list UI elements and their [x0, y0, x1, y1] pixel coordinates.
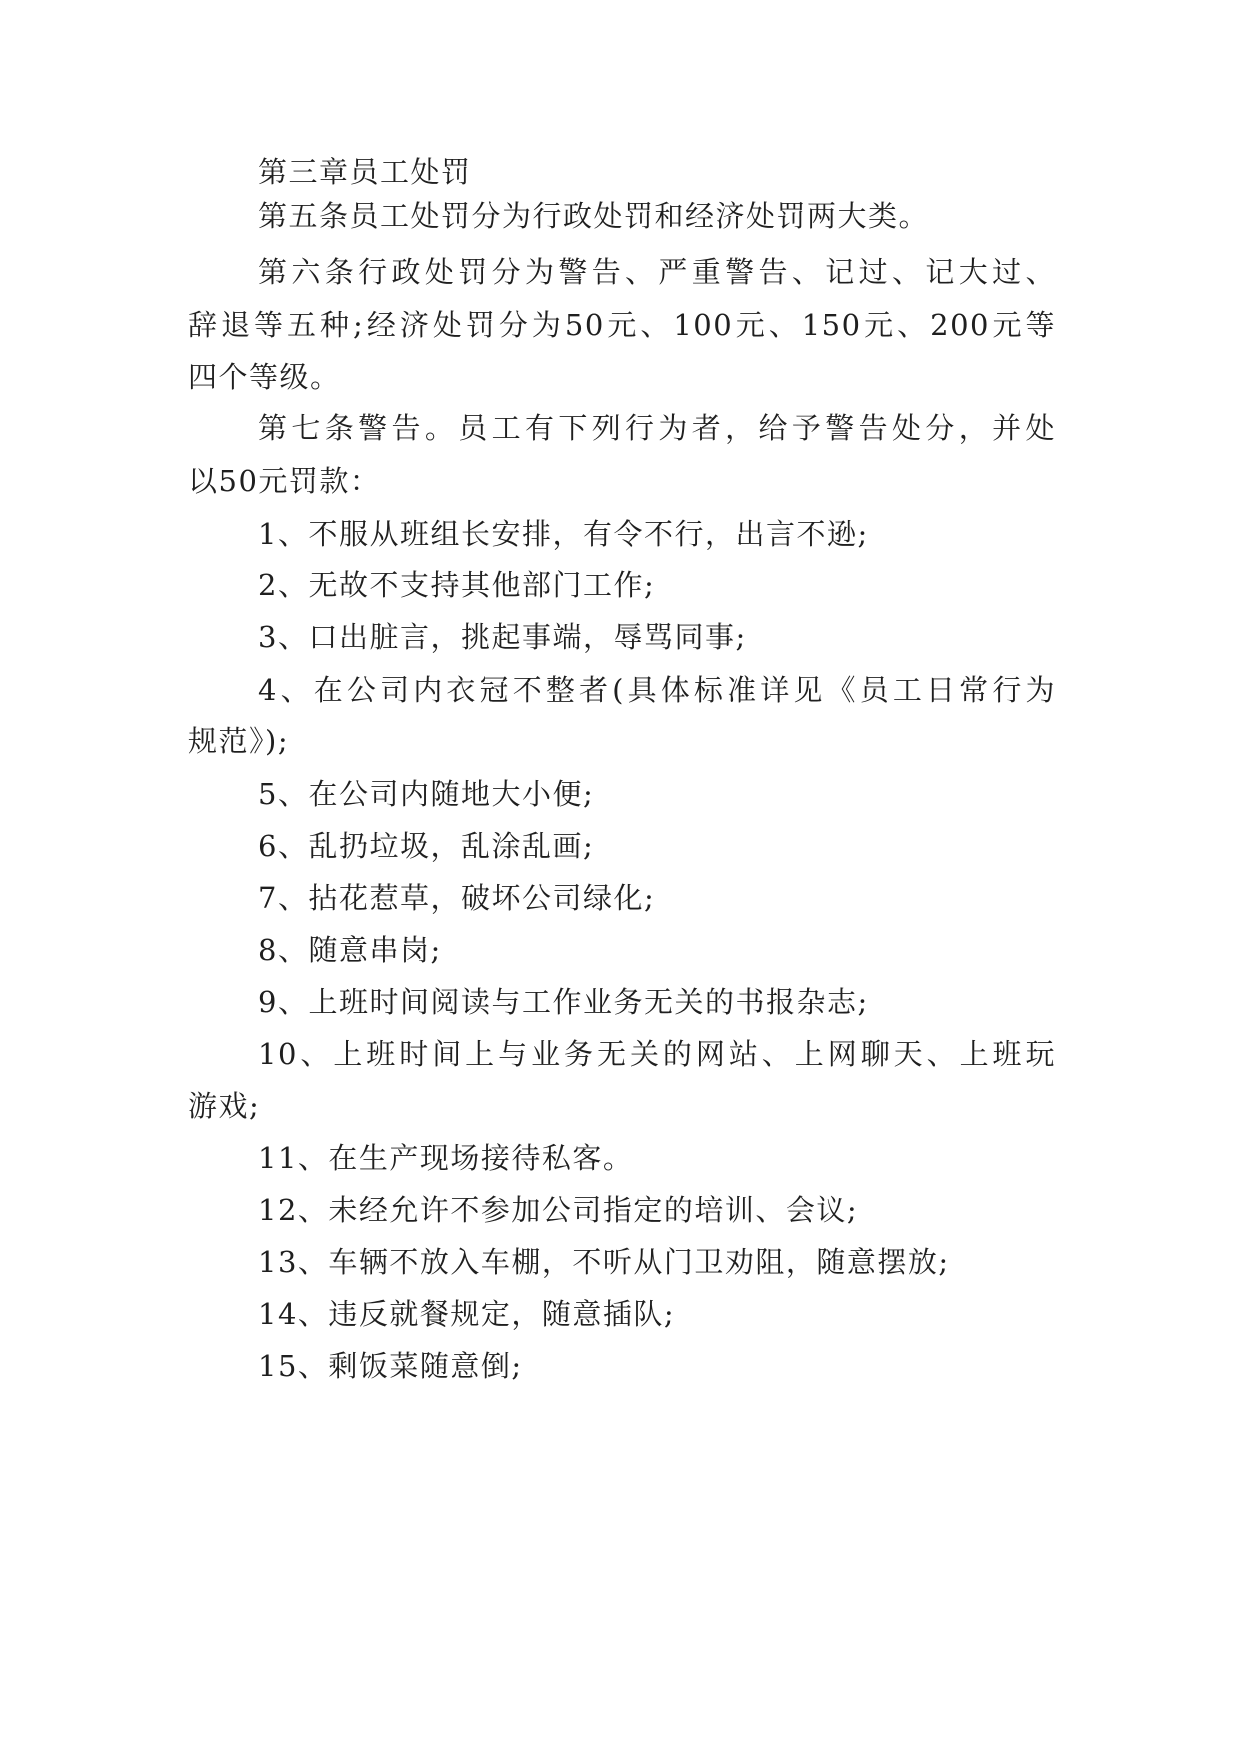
list-item-5: 5、在公司内随地大小便; [258, 777, 595, 811]
list-item-13: 13、车辆不放入车棚，不听从门卫劝阻，随意摆放; [258, 1245, 950, 1279]
list-item-10-line-1: 10、上班时间上与业务无关的网站、上网聊天、上班玩 [258, 1037, 1056, 1071]
list-item-4-line-2: 规范》); [188, 724, 290, 758]
article-5: 第五条员工处罚分为行政处罚和经济处罚两大类。 [258, 199, 930, 233]
list-item-15: 15、剩饭菜随意倒; [258, 1349, 523, 1383]
list-item-12: 12、未经允许不参加公司指定的培训、会议; [258, 1193, 859, 1227]
list-item-6: 6、乱扔垃圾，乱涂乱画; [258, 829, 595, 863]
article-6-line-2: 辞退等五种;经济处罚分为50元、100元、150元、200元等 [188, 308, 1056, 342]
list-item-9: 9、上班时间阅读与工作业务无关的书报杂志; [258, 985, 869, 1019]
article-7-line-1: 第七条警告。员工有下列行为者，给予警告处分，并处 [258, 411, 1056, 445]
list-item-8: 8、随意串岗; [258, 933, 442, 967]
article-6-line-3: 四个等级。 [188, 360, 341, 394]
article-6-line-1: 第六条行政处罚分为警告、严重警告、记过、记大过、 [258, 255, 1056, 289]
list-item-14: 14、违反就餐规定，随意插队; [258, 1297, 676, 1331]
article-7-line-2: 以50元罚款： [188, 464, 381, 498]
list-item-2: 2、无故不支持其他部门工作; [258, 568, 656, 602]
list-item-3: 3、口出脏言，挑起事端，辱骂同事; [258, 620, 747, 654]
list-item-11: 11、在生产现场接待私客。 [258, 1141, 634, 1175]
list-item-1: 1、不服从班组长安排，有令不行，出言不逊; [258, 517, 869, 551]
list-item-10-line-2: 游戏; [188, 1089, 261, 1123]
chapter-title: 第三章员工处罚 [258, 155, 472, 189]
list-item-7: 7、拈花惹草，破坏公司绿化; [258, 881, 656, 915]
list-item-4-line-1: 4、在公司内衣冠不整者(具体标准详见《员工日常行为 [258, 673, 1056, 707]
